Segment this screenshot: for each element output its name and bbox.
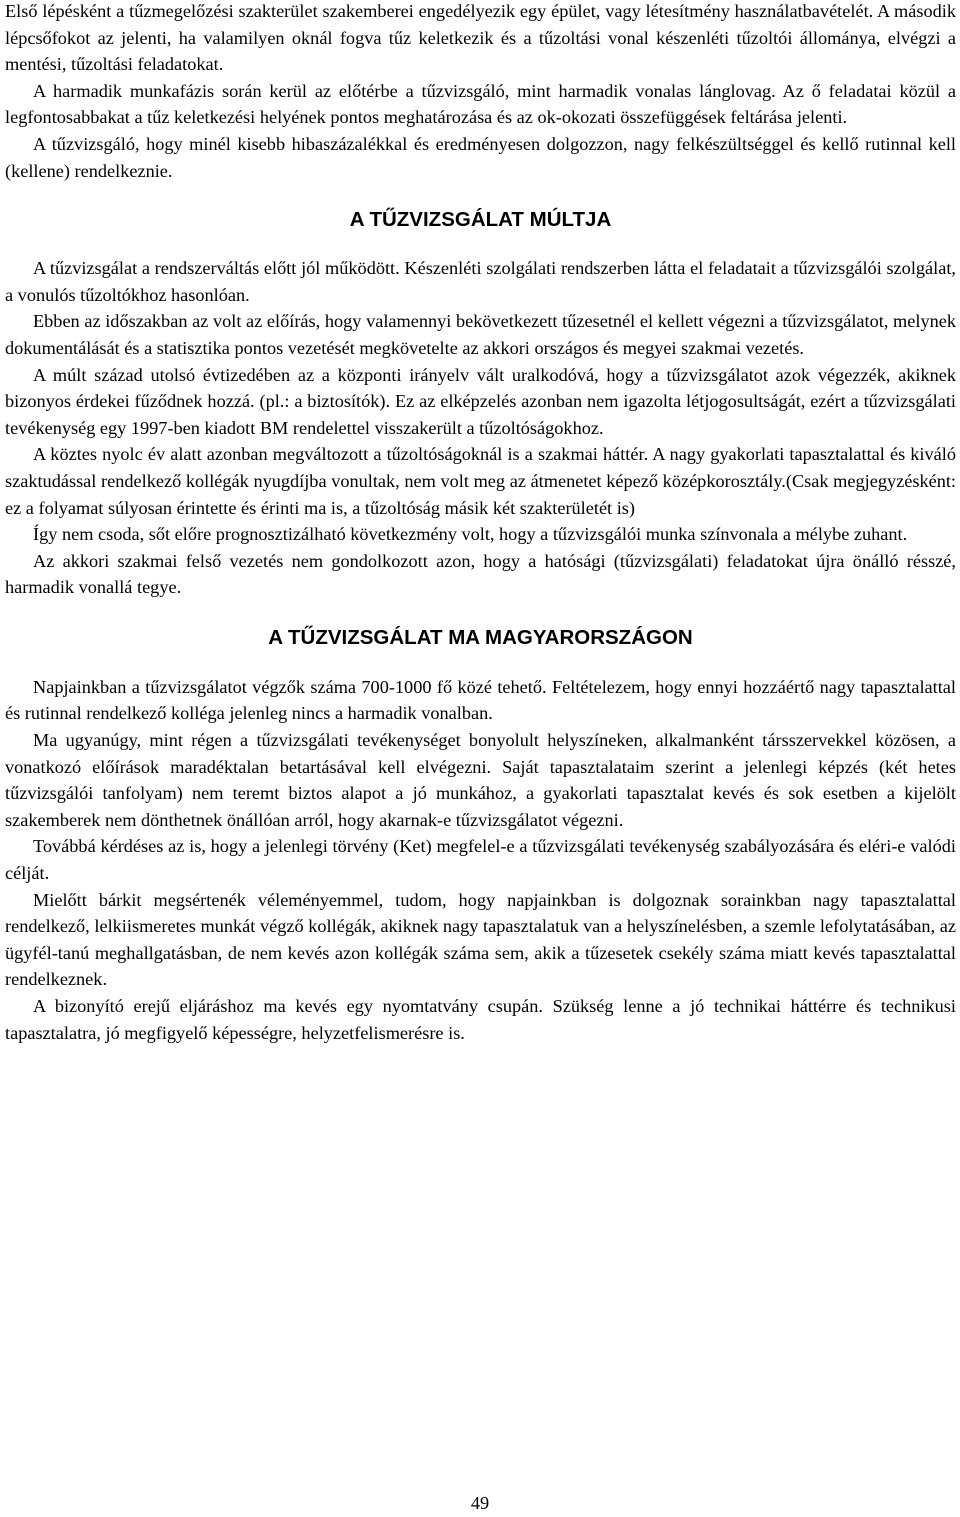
multja-paragraph-5: Így nem csoda, sőt előre prognosztizálható következmény volt, hogy a tűzvizsgálói munka színvonala a mélybe zuhant. bbox=[33, 524, 908, 545]
section-heading-ma: A TŰZVIZSGÁLAT MA MAGYARORSZÁGON bbox=[268, 625, 693, 649]
multja-paragraph-4: A köztes nyolc év alatt azonban megváltozott a tűzoltóságoknál is a szakmai háttér. A nagy gyakorlati tapasztalattal és kiváló szaktudással rendelkező kollégák nyugdíjba vonultak, nem volt meg az átmenetet képező középkorosztály.(Csak megjegyzésként: ez a folyamat súlyosan érintette és érinti ma is, a tűzoltóság másik két szakterületét is) bbox=[5, 444, 956, 518]
section-heading-multja: A TŰZVIZSGÁLAT MÚLTJA bbox=[349, 208, 612, 232]
ma-paragraph-4: Mielőtt bárkit megsértenék véleményemmel, tudom, hogy napjainkban is dolgoznak sorainkban nagy tapasztalattal rendelkező, lelkiismeretes munkát végző kollégák, akiknek nagy tapasztalatuk van a helyszínelésben, a szemle lefolytatásában, az ügyfél-tanú meghallgatásban, de nem kevés azon kollégák száma sem, akik a tűzesetek csekély száma miatt kevés tapasztalattal rendelkeznek. bbox=[5, 889, 956, 990]
ma-paragraph-3: Továbbá kérdéses az is, hogy a jelenlegi törvény (Ket) megfelel-e a tűzvizsgálati tevékenység szabályozására és eléri-e valódi célját. bbox=[5, 836, 956, 884]
multja-paragraph-2: Ebben az időszakban az volt az előírás, hogy valamennyi bekövetkezett tűzesetnél el kellett végezni a tűzvizsgálatot, melynek dokumentálását és a statisztika pontos vezetését megkövetelte az akkori országos és megyei szakmai vezetés. bbox=[5, 311, 956, 358]
multja-paragraph-6: Az akkori szakmai felső vezetés nem gondolkozott azon, hogy a hatósági (tűzvizsgálati) feladatokat újra önálló résszé, harmadik vonallá tegye. bbox=[5, 550, 956, 598]
multja-paragraph-3: A múlt század utolsó évtizedében az a központi irányelv vált uralkodóvá, hogy a tűzvizsgálatot azok végezzék, akiknek bizonyos érdekei fűződnek hozzá. (pl.: a biztosítók). Ez az elképzelés azonban nem igazolta létjogosultságát, ezért a tűzvizsgálati tevékenység egy 1997-ben kiadott BM rendelettel visszakerült a tűzoltóságokhoz. bbox=[5, 364, 956, 438]
ma-paragraph-1: Napjainkban a tűzvizsgálatot végzők száma 700-1000 fő közé tehető. Feltételezem, hogy ennyi hozzáértő nagy tapasztalattal és rutinnal rendelkező kolléga jelenleg nincs a harmadik vonalban. bbox=[5, 676, 956, 724]
ma-paragraph-2: Ma ugyanúgy, mint régen a tűzvizsgálati tevékenységet bonyolult helyszíneken, alkalmanként társszervekkel közösen, a vonatkozó előírások maradéktalan betartásával kell elvégezni. Saját tapasztalataim szerint a jelenlegi képzés (két hetes tűzvizsgálói tanfolyam) nem teremt biztos alapot a jó munkához, a gyakorlati tapasztalat kevés és sok esetben a kijelölt szakemberek nem dönthetnek önállóan arról, hogy akarnak-e tűzvizsgálatot végezni. bbox=[5, 730, 956, 830]
multja-paragraph-1: A tűzvizsgálat a rendszerváltás előtt jól működött. Készenléti szolgálati rendszerben látta el feladatait a tűzvizsgálói szolgálat, a vonulós tűzoltókhoz hasonlóan. bbox=[5, 258, 956, 305]
document-page bbox=[5, 0, 956, 1046]
intro-paragraph-1: Első lépésként a tűzmegelőzési szakterület szakemberei engedélyezik egy épület, vagy létesítmény használatbavételét. A második lépcsőfokot az jelenti, ha valamilyen oknál fogva tűz keletkezik és a tűzoltási vonal készenléti tűzoltói állománya, elvégzi a mentési, tűzoltási feladatokat. bbox=[5, 1, 956, 75]
ma-paragraph-5: A bizonyító erejű eljáráshoz ma kevés egy nyomtatvány csupán. Szükség lenne a jó technikai háttérre és technikusi tapasztalatra, jó megfigyelő képességre, helyzetfelismerésre is. bbox=[5, 996, 956, 1043]
intro-paragraph-2: A harmadik munkafázis során kerül az előtérbe a tűzvizsgáló, mint harmadik vonalas lánglovag. Az ő feladatai közül a legfontosabbakat a tűz keletkezési helyének pontos meghatározása és az ok-okozati összefüggések feltárása jelenti. bbox=[5, 80, 956, 128]
intro-paragraph-3: A tűzvizsgáló, hogy minél kisebb hibaszázalékkal és eredményesen dolgozzon, nagy felkészültséggel és kellő rutinnal kell (kellene) rendelkeznie. bbox=[5, 133, 956, 181]
page-number: 49 bbox=[470, 1493, 490, 1513]
